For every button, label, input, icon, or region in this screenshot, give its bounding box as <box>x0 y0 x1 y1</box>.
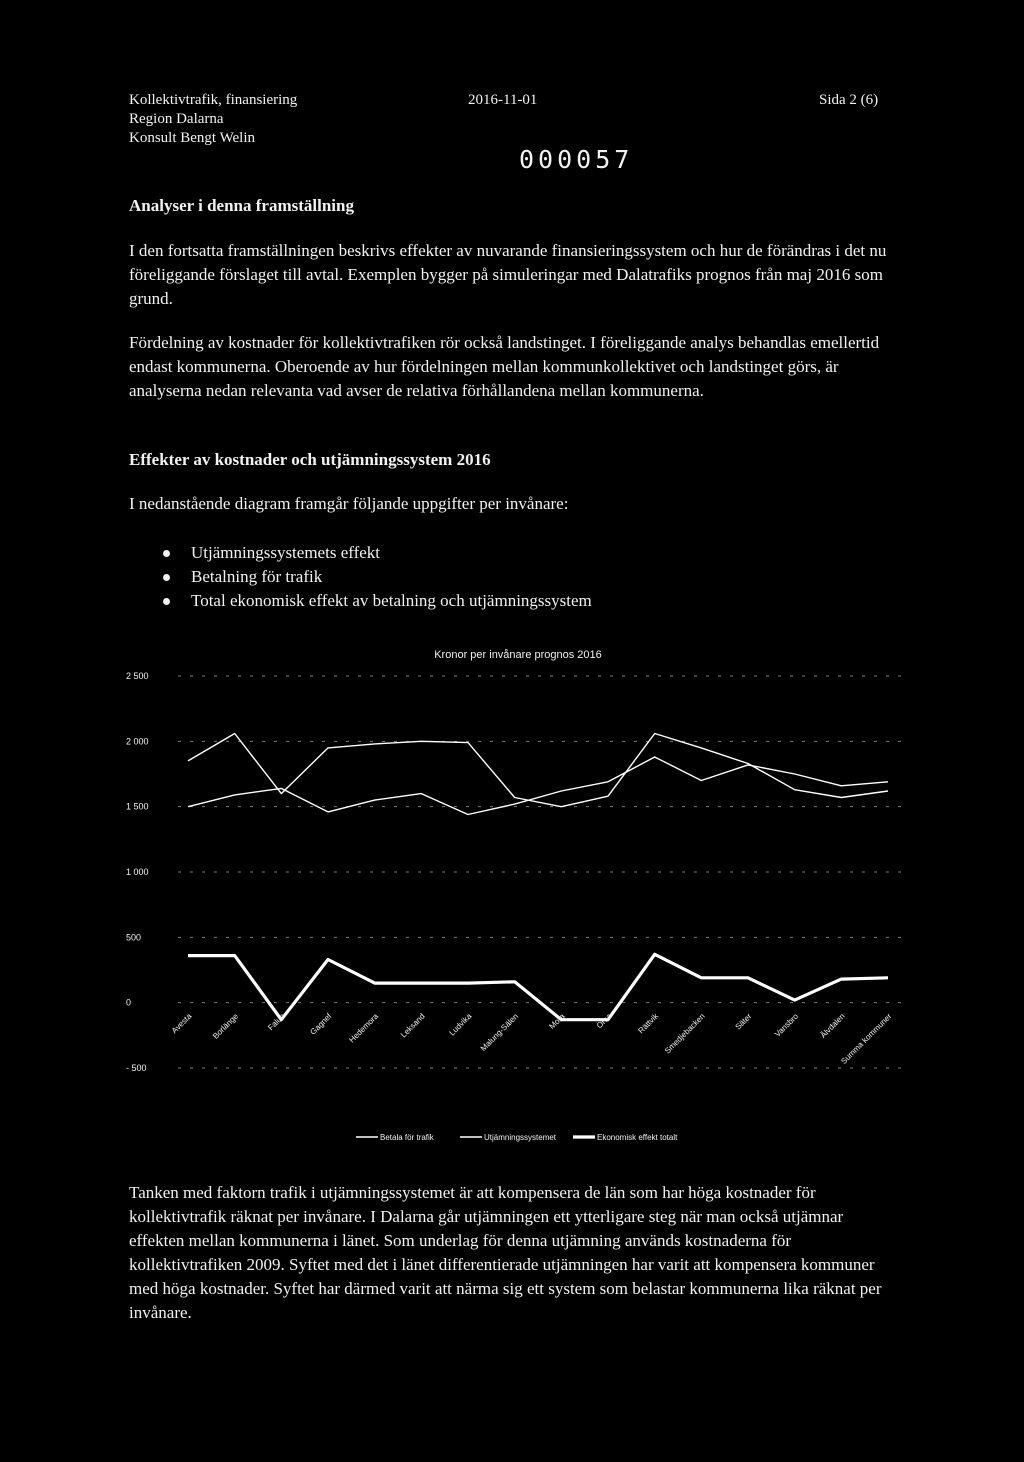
legend-label: Betala för trafik <box>380 1133 434 1142</box>
bullet-item <box>161 565 592 589</box>
x-category-label: Summa kommuner <box>839 1011 894 1066</box>
y-tick-label: 500 <box>126 932 142 943</box>
x-category-label: Mora <box>547 1011 567 1031</box>
effects-heading: Effekter av kostnader och utjämningssystem 2016 <box>129 450 491 469</box>
header-line-topic: Kollektivtrafik, finansiering <box>129 92 298 108</box>
header-line-region: Region Dalarna <box>129 111 224 127</box>
paragraph-intro: I den fortsatta framställningen beskrivs effekter av nuvarande finansieringssystem och hur de förändras i det nu föreliggande förslaget till avtal. Exemplen bygger på simuleringar med Dalatrafiks prognos från maj 2016 som grund. <box>129 241 887 308</box>
paragraph-equalization: Tanken med faktorn trafik i utjämningssystemet är att kompensera de län som har höga kostnader för kollektivtrafik räknat per invånare. I Dalarna går utjämningen ett ytterligare steg när man också utjämnar effekten mellan kommunerna i länet. Som underlag för denna utjämning används kostnaderna för kollektivtrafiken 2009. Syftet med det i länet differentierade utjämningen har varit att kompensera kommuner med höga kostnader. Syftet har därmed varit att närma sig ett system som belastar kommunerna lika räknat per invånare. <box>129 1183 882 1322</box>
header-meta <box>129 91 297 148</box>
analyses-heading: Analyser i denna framställning <box>129 196 354 215</box>
x-category-label: Säter <box>733 1011 754 1032</box>
bullet-item <box>161 541 592 565</box>
y-tick-label: 2 500 <box>126 671 149 681</box>
y-tick-label: 1 500 <box>126 801 149 812</box>
legend-label: Utjämningssystemet <box>484 1133 557 1142</box>
legend-label: Ekonomisk effekt totalt <box>597 1133 678 1142</box>
bullet-item <box>161 589 592 613</box>
x-category-label: Malung-Sälen <box>478 1011 521 1053</box>
series-line-utjamningssystemet <box>188 757 888 815</box>
header-page-number: Sida 2 (6) <box>819 92 879 108</box>
bullet-dot <box>163 550 170 557</box>
bullet-text: Total ekonomisk effekt av betalning och utjämningssystem <box>191 591 592 610</box>
x-category-label: Älvdalen <box>818 1011 847 1040</box>
header-line-consultant: Konsult Bengt Welin <box>129 130 256 146</box>
x-category-label: Orsa <box>594 1011 614 1031</box>
x-category-label: Gagnef <box>308 1011 334 1037</box>
x-category-label: Ludvika <box>447 1011 474 1038</box>
y-tick-label: 1 000 <box>126 867 149 877</box>
x-category-label: Vansbro <box>773 1011 801 1039</box>
series-line-ekonomisk-effekt <box>188 954 888 1019</box>
paragraph-cost-distribution: Fördelning av kostnader för kollektivtrafiken rör också landstinget. I föreliggande analys behandlas emellertid endast kommunerna. Oberoende av hur fördelningen mellan kommunkollektivet och landstinget görs, är analyserna nedan relevanta vad avser de relativa förhållandena mellan kommunerna. <box>129 333 880 400</box>
bullet-list <box>161 541 592 613</box>
line-chart <box>118 628 918 1168</box>
series-line-betala-for-trafik <box>188 734 888 807</box>
y-tick-label: 2 000 <box>126 736 149 747</box>
bullet-dot <box>163 598 170 605</box>
x-category-label: Smedjebacken <box>662 1011 707 1056</box>
x-category-label: Hedemora <box>347 1011 381 1045</box>
x-category-label: Avesta <box>169 1011 194 1036</box>
y-tick-label: 0 <box>126 997 132 1008</box>
paragraph-diagram-intro: I nedanstående diagram framgår följande uppgifter per invånare: <box>129 494 569 513</box>
bullet-dot <box>163 574 170 581</box>
bullet-text: Betalning för trafik <box>191 567 323 586</box>
chart-title: Kronor per invånare prognos 2016 <box>434 649 602 661</box>
x-category-label: Borlänge <box>211 1011 241 1041</box>
header-date: 2016-11-01 <box>468 92 538 108</box>
x-category-label: Falun <box>266 1011 287 1033</box>
document-stamp: 000057 <box>519 145 634 174</box>
bullet-text: Utjämningssystemets effekt <box>191 543 381 562</box>
y-tick-label: - 500 <box>126 1063 147 1073</box>
x-category-label: Leksand <box>398 1011 427 1040</box>
x-category-label: Rättvik <box>636 1011 661 1036</box>
